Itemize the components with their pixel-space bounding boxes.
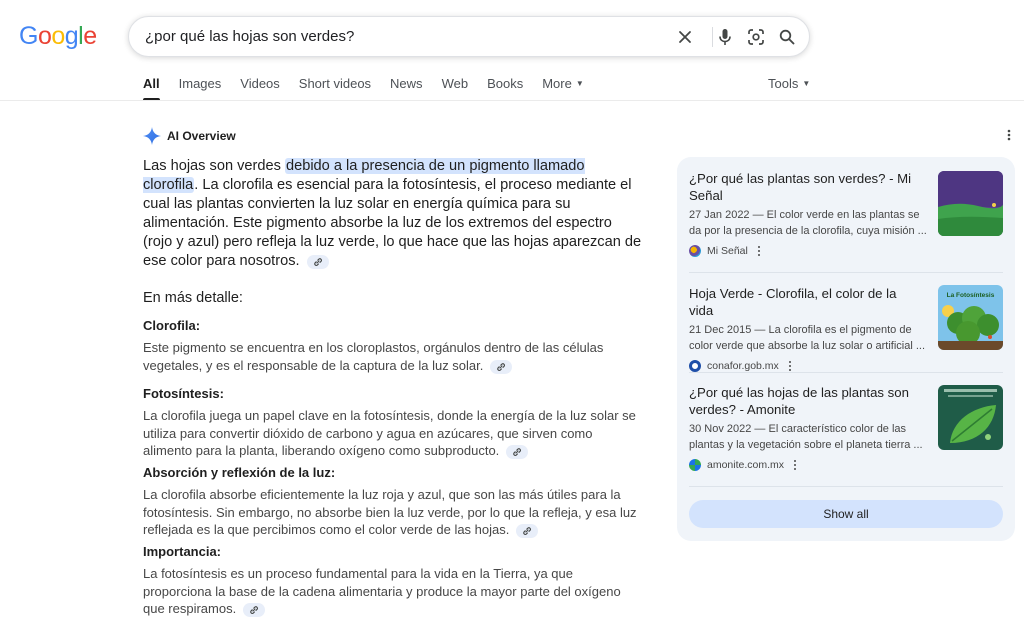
- chevron-down-icon: ▼: [802, 79, 811, 88]
- ai-overview-label: AI Overview: [167, 129, 236, 143]
- logo-letter: o: [51, 22, 65, 50]
- source-site[interactable]: [689, 245, 1003, 257]
- google-logo[interactable]: [19, 22, 97, 51]
- section-text: La clorofila juega un papel clave en la fotosíntesis, donde la energía de la luz solar se utiliza para convertir dióxido de carbono y agua en azúcares, que sirven como alimento para la planta, liberando oxígeno como subproducto.: [143, 408, 636, 458]
- source-title[interactable]: ¿Por qué las hojas de las plantas son verdes? - Amonite: [689, 385, 909, 417]
- section-title: Fotosíntesis:: [143, 386, 224, 401]
- link-icon[interactable]: [506, 445, 528, 459]
- logo-letter: o: [37, 22, 52, 50]
- chevron-down-icon: ▼: [575, 79, 584, 88]
- tab-images[interactable]: [179, 76, 222, 100]
- more-options-icon[interactable]: [1002, 128, 1016, 144]
- logo-letter: l: [78, 22, 84, 50]
- sources-panel: [677, 157, 1015, 541]
- gemini-sparkle-icon: [143, 127, 161, 145]
- source-title[interactable]: Hoja Verde - Clorofila, el color de la vida: [689, 286, 897, 318]
- tab-label: Short videos: [298, 76, 372, 91]
- source-site-name: conafor.gob.mx: [707, 360, 779, 372]
- tab-label: Books: [487, 76, 524, 91]
- detail-section: [143, 318, 643, 374]
- tab-web[interactable]: [442, 76, 469, 100]
- tools-button[interactable]: [768, 76, 810, 91]
- logo-letter: g: [64, 22, 79, 50]
- section-text: La fotosíntesis es un proceso fundamental para la vida en la Tierra, ya que proporciona la base de la cadena alimentaria y produce la mayor parte del oxígeno que respiramos.: [143, 566, 621, 616]
- logo-letter: G: [19, 22, 38, 50]
- source-thumbnail[interactable]: [938, 385, 1003, 450]
- section-title: Absorción y reflexión de la luz:: [143, 465, 336, 480]
- section-title: Clorofila:: [143, 318, 201, 333]
- lead-highlight[interactable]: debido a la presencia de un pigmento llamado clorofila: [143, 158, 585, 193]
- tab-books[interactable]: [487, 76, 523, 100]
- link-icon[interactable]: [516, 524, 538, 538]
- source-thumbnail[interactable]: [938, 171, 1003, 236]
- microphone-icon[interactable]: [714, 26, 736, 48]
- lens-icon[interactable]: [745, 26, 767, 48]
- tab-short-videos[interactable]: [299, 76, 371, 100]
- link-icon[interactable]: [243, 603, 265, 617]
- ai-overview-lead: [143, 157, 643, 271]
- tab-label: Images: [178, 76, 222, 91]
- more-options-icon[interactable]: [794, 460, 796, 470]
- tab-more[interactable]: [542, 76, 584, 100]
- tab-label: All: [143, 76, 160, 91]
- site-favicon: [689, 245, 701, 257]
- clear-icon[interactable]: [674, 26, 696, 48]
- card-divider: [689, 272, 1003, 273]
- source-site[interactable]: [689, 459, 1003, 471]
- tab-label: Web: [441, 76, 469, 91]
- card-divider: [689, 372, 1003, 373]
- thumb-caption: La Fotosíntesis: [946, 292, 995, 299]
- section-title: Importancia:: [143, 544, 222, 559]
- tab-label: Videos: [240, 76, 280, 91]
- source-site-name: amonite.com.mx: [707, 459, 785, 471]
- source-thumbnail[interactable]: [938, 285, 1003, 350]
- header-divider: [0, 100, 1024, 101]
- tools-label: Tools: [768, 76, 799, 91]
- tab-all[interactable]: [143, 76, 160, 100]
- section-text: La clorofila absorbe eficientemente la luz roja y azul, que son las más útiles para la fotosíntesis. Sin embargo, no absorbe bien la luz verde, por lo que la refleja, y esa luz reflejada es la que percibimos como el color verde de las hojas.: [143, 487, 637, 537]
- tab-videos[interactable]: [240, 76, 280, 100]
- source-snippet: 30 Nov 2022 — El característico color de las plantas y la vegetación sobre el planeta tierra ...: [689, 423, 923, 451]
- ai-overview-body: [143, 157, 643, 271]
- source-site-name: Mi Señal: [707, 245, 748, 257]
- lead-text: Las hojas son verdes: [143, 158, 285, 174]
- ai-overview-header: [143, 127, 236, 145]
- link-icon[interactable]: [307, 255, 329, 269]
- source-snippet: 21 Dec 2015 — La clorofila es el pigmento de color verde que absorbe la luz solar o artificial ...: [689, 324, 926, 352]
- search-box[interactable]: [128, 16, 810, 57]
- show-all-button[interactable]: Show all: [689, 500, 1003, 528]
- site-favicon: [689, 459, 701, 471]
- logo-letter: e: [83, 22, 97, 50]
- card-divider: [689, 486, 1003, 487]
- search-tabs: [143, 76, 603, 100]
- search-icon[interactable]: [776, 26, 798, 48]
- site-favicon: [689, 360, 701, 372]
- tab-label: More: [542, 76, 572, 91]
- more-options-icon[interactable]: [758, 246, 760, 256]
- detail-section: [143, 544, 643, 618]
- source-site[interactable]: [689, 360, 1003, 372]
- section-text: Este pigmento se encuentra en los cloroplastos, orgánulos dentro de las células vegetales, y es el responsable de la captura de la luz solar.: [143, 340, 604, 373]
- source-snippet: 27 Jan 2022 — El color verde en las plantas se da por la presencia de la clorofila, cuya misión ...: [689, 209, 927, 237]
- detail-section: [143, 386, 643, 460]
- search-divider: [712, 27, 713, 47]
- tab-news[interactable]: [390, 76, 423, 100]
- lead-text: . La clorofila es esencial para la fotosíntesis, el proceso mediante el cual las plantas convierten la luz solar en energía química para su alimentación. Este pigmento absorbe la luz de los extremos del espectro (rojo y azul) pero refleja la luz verde, lo que hace que las hojas aparezcan de ese color para nosotros.: [143, 177, 642, 269]
- search-input[interactable]: ¿por qué las hojas son verdes?: [145, 28, 355, 45]
- tab-label: News: [390, 76, 423, 91]
- detail-heading: En más detalle:: [143, 290, 243, 306]
- more-options-icon[interactable]: [789, 361, 791, 371]
- detail-section: [143, 465, 643, 539]
- source-title[interactable]: ¿Por qué las plantas son verdes? - Mi Señal: [689, 171, 912, 203]
- link-icon[interactable]: [490, 360, 512, 374]
